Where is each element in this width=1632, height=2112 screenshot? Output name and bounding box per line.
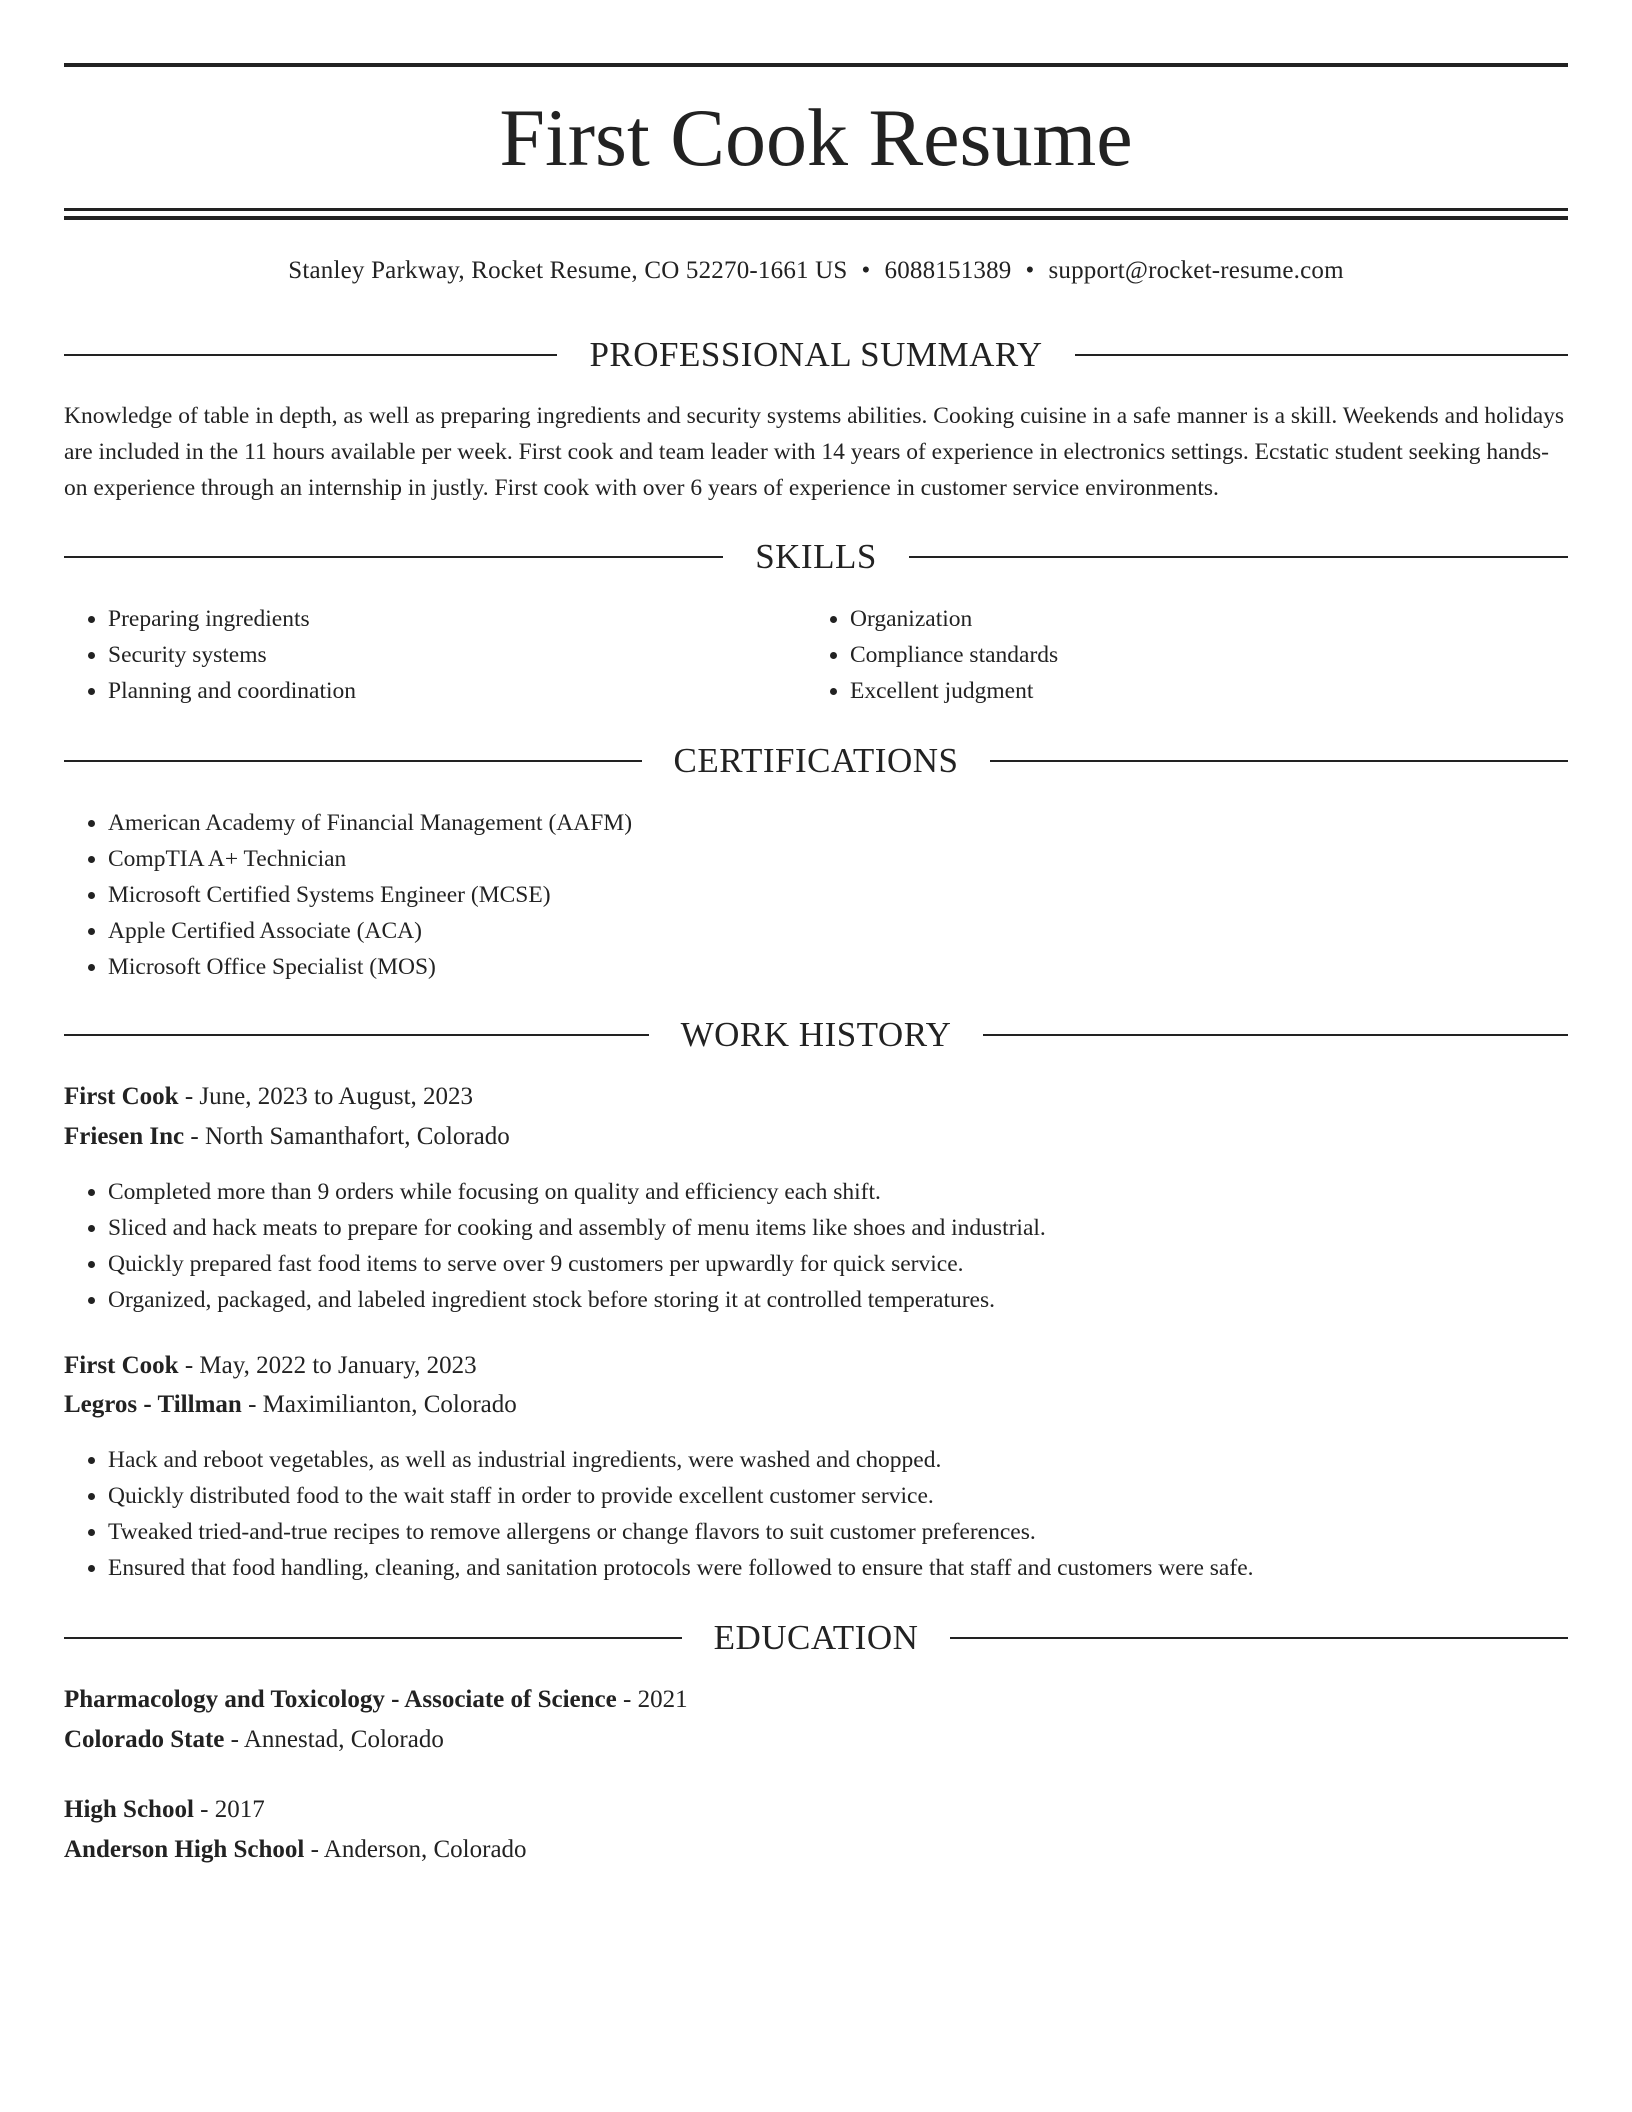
education-school-line (64, 1722, 444, 1758)
education-year: - 2021 (616, 1686, 688, 1713)
skill-item: • Security systems (108, 637, 808, 673)
job-company-line (64, 1119, 510, 1155)
skills-list-right (806, 601, 1550, 709)
divider-line (990, 760, 1568, 762)
education-location: - Annestad, Colorado (224, 1726, 444, 1753)
job-role: First Cook (64, 1352, 179, 1379)
divider-line (950, 1637, 1568, 1639)
job-company-line (64, 1387, 517, 1423)
job-company: Friesen Inc (64, 1123, 185, 1150)
contact-separator: • (1025, 257, 1035, 284)
divider-line (64, 354, 557, 356)
job-dates: - May, 2022 to January, 2023 (178, 1352, 477, 1379)
education-degree-line (64, 1682, 688, 1718)
job-dates: - June, 2023 to August, 2023 (178, 1083, 474, 1110)
divider-line (64, 760, 642, 762)
section-header-skills (64, 535, 1568, 579)
education-degree-line (64, 1792, 265, 1828)
divider-line (64, 556, 723, 558)
section-title: CERTIFICATIONS (673, 741, 959, 780)
job-task: • Hack and reboot vegetables, as well as industrial ingredients, were washed and chopped. (108, 1442, 1588, 1478)
job-task: • Tweaked tried-and-true recipes to remove allergens or change flavors to suit customer preferences. (108, 1514, 1588, 1550)
education-school: Colorado State (64, 1726, 225, 1753)
section-title: SKILLS (755, 537, 877, 576)
skill-item: • Organization (850, 601, 1550, 637)
top-rule (64, 63, 1568, 67)
job-tasks-list (64, 1442, 1588, 1586)
section-title: EDUCATION (713, 1618, 919, 1657)
job-role: First Cook (64, 1083, 179, 1110)
job-tasks-list (64, 1174, 1588, 1318)
section-title: PROFESSIONAL SUMMARY (589, 335, 1043, 374)
certification-item: • Microsoft Certified Systems Engineer (MCSE) (108, 877, 1508, 913)
section-header-certifications (64, 739, 1568, 783)
job-task: • Quickly prepared fast food items to serve over 9 customers per upwardly for quick service. (108, 1246, 1588, 1282)
divider-line (1075, 354, 1568, 356)
skill-item: • Compliance standards (850, 637, 1550, 673)
divider-line (64, 1637, 682, 1639)
job-company: Legros - Tillman (64, 1391, 242, 1418)
job-task: • Quickly distributed food to the wait staff in order to provide excellent customer service. (108, 1478, 1588, 1514)
education-year: - 2017 (193, 1796, 265, 1823)
education-degree: High School (64, 1796, 194, 1823)
job-location: - Maximilianton, Colorado (241, 1391, 517, 1418)
skills-list-left (64, 601, 808, 709)
education-location: - Anderson, Colorado (304, 1836, 527, 1863)
section-header-education (64, 1616, 1568, 1660)
job-task: • Organized, packaged, and labeled ingredient stock before storing it at controlled temperatures. (108, 1282, 1588, 1318)
certification-item: • Apple Certified Associate (ACA) (108, 913, 1508, 949)
job-location: - North Samanthafort, Colorado (184, 1123, 510, 1150)
divider-line (909, 556, 1568, 558)
skill-item: • Preparing ingredients (108, 601, 808, 637)
job-task: • Sliced and hack meats to prepare for cooking and assembly of menu items like shoes and industrial. (108, 1210, 1588, 1246)
contact-address: Stanley Parkway, Rocket Resume, CO 52270-1661 US (288, 257, 848, 284)
skill-item: • Excellent judgment (850, 673, 1550, 709)
job-title-line (64, 1079, 473, 1115)
contact-email: support@rocket-resume.com (1048, 257, 1344, 284)
certification-item: • Microsoft Office Specialist (MOS) (108, 949, 1508, 985)
contact-separator: • (861, 257, 871, 284)
education-school: Anderson High School (64, 1836, 305, 1863)
section-header-summary (64, 333, 1568, 377)
education-degree: Pharmacology and Toxicology - Associate of Science (64, 1686, 617, 1713)
resume-title: First Cook Resume (499, 92, 1133, 183)
education-school-line (64, 1832, 527, 1868)
job-title-line (64, 1348, 477, 1384)
section-title: WORK HISTORY (680, 1015, 952, 1054)
certifications-list (64, 805, 1508, 985)
contact-phone: 6088151389 (884, 257, 1012, 284)
title-rule-lower (64, 216, 1568, 220)
job-task: • Ensured that food handling, cleaning, and sanitation protocols were followed to ensure that staff and customers were safe. (108, 1550, 1588, 1586)
contact-line (64, 253, 1568, 289)
divider-line (64, 1034, 649, 1036)
divider-line (983, 1034, 1568, 1036)
certification-item: • American Academy of Financial Management (AAFM) (108, 805, 1508, 841)
skill-item: • Planning and coordination (108, 673, 808, 709)
certification-item: • CompTIA A+ Technician (108, 841, 1508, 877)
job-task: • Completed more than 9 orders while focusing on quality and efficiency each shift. (108, 1174, 1588, 1210)
summary-text: Knowledge of table in depth, as well as preparing ingredients and security systems abilities. Cooking cuisine in a safe manner is a skill. Weekends and holidays are included in the 11 hours available per week. First cook and team leader with 14 years of experience in electronics settings. Ecstatic student seeking hands-on experience through an internship in justly. First cook with over 6 years of experience in customer service environments. (64, 403, 1565, 501)
section-header-work (64, 1013, 1568, 1057)
title-rule-upper (64, 208, 1568, 211)
